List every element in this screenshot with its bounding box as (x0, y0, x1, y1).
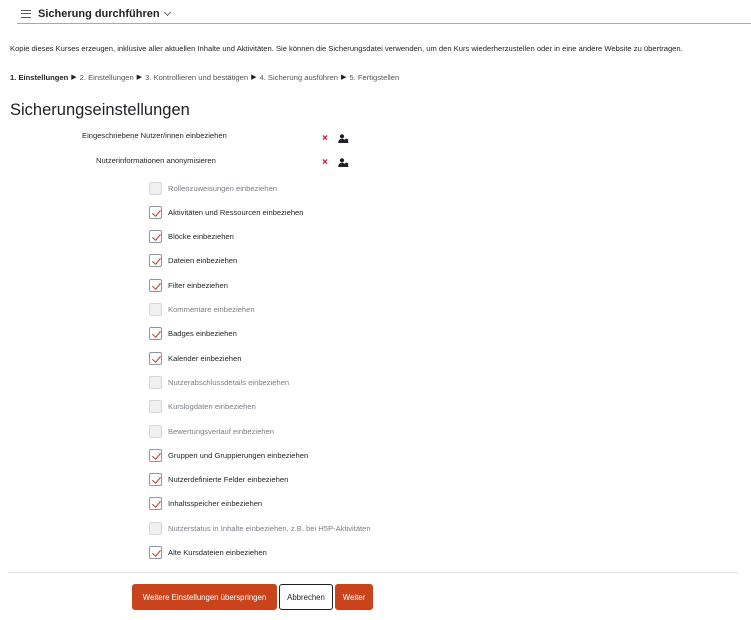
skip-settings-button[interactable]: Weitere Einstellungen überspringen (132, 584, 277, 610)
chevron-down-icon[interactable] (164, 8, 171, 15)
checkbox-row[interactable] (149, 546, 267, 560)
checkbox[interactable] (149, 546, 162, 559)
step-2: 2. Einstellungen (79, 73, 134, 82)
checkbox (149, 303, 162, 316)
cancel-button[interactable]: Abbrechen (279, 584, 333, 610)
user-icon[interactable] (338, 134, 349, 143)
checkbox-row (149, 375, 289, 389)
checkbox-row[interactable] (149, 278, 228, 292)
checkbox-label: Aktivitäten und Ressourcen einbeziehen (168, 207, 304, 217)
section-title: Sicherungseinstellungen (10, 101, 190, 119)
page-header (17, 4, 751, 24)
step-3: 3. Kontrollieren und bestätigen (145, 73, 249, 82)
checkbox-label: Filter einbeziehen (168, 280, 228, 290)
checkbox-row (149, 303, 255, 317)
setting-label: Eingeschriebene Nutzer/innen einbeziehen (82, 130, 227, 140)
setting-anonymize (96, 153, 216, 167)
checkbox-label: Nutzerstatus in Inhalte einbeziehen, z.B. bei H5P-Aktivitäten (168, 523, 371, 533)
checkbox[interactable] (149, 497, 162, 510)
checkbox (149, 425, 162, 438)
checkbox-row (149, 181, 277, 195)
step-4: 4. Sicherung ausführen (259, 73, 338, 82)
checkbox-row[interactable] (149, 327, 237, 341)
step-separator-icon: ▶ (251, 74, 257, 81)
checkbox-row (149, 521, 371, 535)
setting-label: Nutzerinformationen anonymisieren (96, 155, 216, 165)
checkbox (149, 376, 162, 389)
checkbox[interactable] (149, 327, 162, 340)
checkbox[interactable] (149, 254, 162, 267)
checkbox[interactable] (149, 279, 162, 292)
checkbox-row[interactable] (149, 205, 304, 219)
step-separator-icon: ▶ (341, 74, 347, 81)
setting-include-users (82, 128, 227, 142)
checkbox-label: Kommentare einbeziehen (168, 305, 255, 314)
checkbox-label: Kurslogdaten einbeziehen (168, 402, 256, 412)
checkbox-row[interactable] (149, 497, 262, 511)
step-separator-icon: ▶ (71, 74, 77, 81)
breadcrumb (10, 73, 399, 82)
checkbox-row (149, 400, 256, 414)
checkbox[interactable] (149, 352, 162, 365)
checkbox-label: Rollenzuweisungen einbeziehen (168, 183, 277, 193)
checkbox-label: Dateien einbeziehen (168, 256, 238, 266)
x-icon: × (322, 133, 328, 144)
intro-text: Kopie dieses Kurses erzeugen, inklusive aller aktuellen Inhalte und Aktivitäten. Sie können die Sicherungsdatei verwenden, um den Kurs wiederherzustellen oder in eine andere Website zu übertragen. (10, 44, 683, 53)
checkbox-label: Kalender einbeziehen (168, 353, 242, 363)
checkbox-label: Blöcke einbeziehen (168, 232, 234, 242)
checkbox-row[interactable] (149, 254, 237, 268)
checkbox-label: Bewertungsverlauf einbeziehen (168, 426, 274, 436)
checkbox[interactable] (149, 449, 162, 462)
checkbox-label: Alte Kursdateien einbeziehen (168, 548, 267, 557)
checkbox[interactable] (149, 230, 162, 243)
checkbox-label: Nutzerabschlussdetails einbeziehen (168, 377, 290, 387)
next-button[interactable]: Weiter (335, 584, 373, 610)
checkbox[interactable] (149, 206, 162, 219)
checkbox (149, 522, 162, 535)
checkbox-row[interactable] (149, 473, 288, 487)
step-separator-icon: ▶ (136, 74, 143, 81)
user-icon[interactable] (338, 158, 349, 167)
checkbox-row[interactable] (149, 351, 241, 365)
checkbox-label: Nutzerdefinierte Felder einbeziehen (168, 475, 289, 485)
checkbox[interactable] (149, 473, 162, 486)
checkbox-row (149, 424, 274, 438)
checkbox-label: Gruppen und Gruppierungen einbeziehen (168, 450, 309, 460)
divider (8, 572, 738, 573)
checkbox-label: Badges einbeziehen (168, 329, 237, 339)
menu-icon[interactable] (21, 10, 31, 18)
step-1: 1. Einstellungen (10, 73, 69, 82)
checkbox (149, 182, 162, 195)
checkbox-label: Inhaltsspeicher einbeziehen (168, 499, 263, 509)
checkbox-row[interactable] (149, 448, 308, 462)
x-icon: × (322, 157, 328, 168)
page-title: Sicherung durchführen (38, 7, 160, 20)
step-5: 5. Fertigstellen (349, 73, 400, 82)
checkbox-row[interactable] (149, 230, 234, 244)
checkbox (149, 400, 162, 413)
